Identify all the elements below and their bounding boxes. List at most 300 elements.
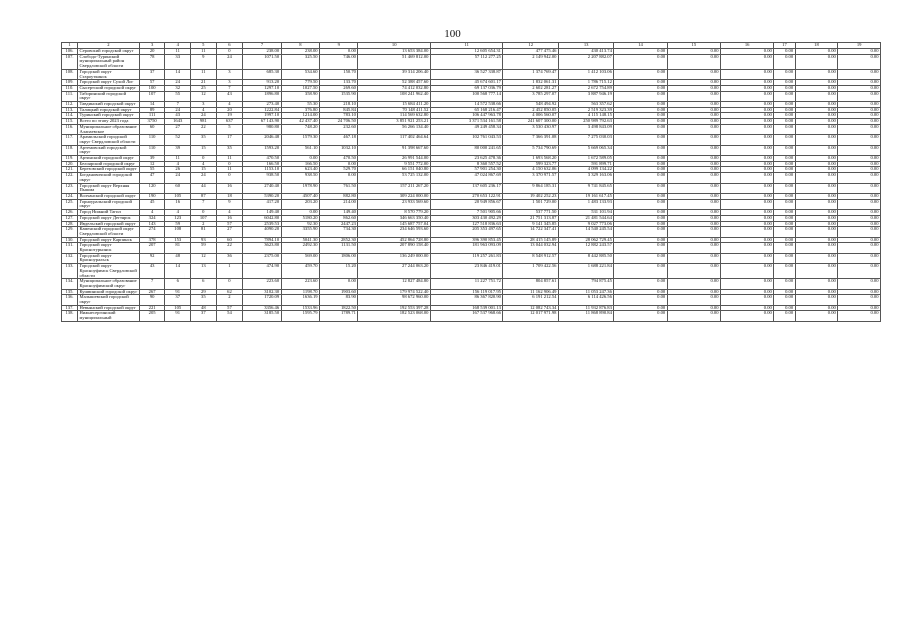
table-row <box>62 124 881 134</box>
table-cell: 0.00 <box>721 91 774 101</box>
row-number: 113. <box>62 107 78 113</box>
row-number: 120. <box>62 161 78 167</box>
table-cell: 2 207 882.07 <box>558 54 613 69</box>
column-number: 13 <box>558 43 613 49</box>
table-cell: 59 <box>165 221 191 227</box>
municipality-name: Туринский городской округ <box>77 113 139 119</box>
table-cell: 42 437.40 <box>281 119 319 125</box>
table-cell: 14 572 538.66 <box>430 102 503 108</box>
table-cell: 37 <box>191 311 217 321</box>
municipality-name: Богдановичский городской округ <box>77 173 139 183</box>
table-cell: 0.00 <box>721 289 774 295</box>
table-cell: 0.00 <box>667 91 720 101</box>
table-cell: 309 224 000.00 <box>358 193 431 199</box>
table-cell: 12 <box>139 161 165 167</box>
table-cell: 1595.79 <box>281 311 319 321</box>
table-row <box>62 311 881 321</box>
table-cell: 0.00 <box>614 49 667 55</box>
municipality-name: Арамильский городской округ Свердловской области <box>77 135 139 145</box>
table-cell: 4 099 134.22 <box>558 167 613 173</box>
table-cell: 8 442 885.50 <box>558 253 613 263</box>
table-cell: 21 751 313.87 <box>503 215 558 221</box>
table-cell: 734.30 <box>320 227 358 237</box>
table-cell: 882.80 <box>320 193 358 199</box>
table-cell: 48 <box>191 305 217 311</box>
table-cell: 0.00 <box>774 107 795 113</box>
table-row <box>62 173 881 183</box>
table-cell: 223.60 <box>243 279 281 289</box>
table-cell: 13 653 384.00 <box>358 49 431 55</box>
row-number: 109. <box>62 80 78 86</box>
table-cell: 0.00 <box>774 102 795 108</box>
table-cell: 23 625 478.36 <box>430 156 503 162</box>
table-cell: 0.00 <box>774 85 795 91</box>
table-cell: 43 <box>139 264 165 279</box>
table-cell: 0.00 <box>721 124 774 134</box>
table-cell: 0.00 <box>795 135 838 145</box>
table-cell: 16 <box>165 199 191 209</box>
table-cell: 0.00 <box>795 183 838 193</box>
table-cell: 0.00 <box>667 295 720 305</box>
table-cell: 0.00 <box>721 221 774 227</box>
table-cell: 15 684 411.20 <box>358 102 431 108</box>
table-cell: 11 932 876.83 <box>558 305 613 311</box>
table-cell: 157 211 267.20 <box>358 183 431 193</box>
column-number: 8 <box>281 43 319 49</box>
table-cell: 207 <box>139 243 165 253</box>
table-cell: 1 374 769.47 <box>503 69 558 79</box>
table-cell: 637 <box>216 119 243 125</box>
table-cell: 0.00 <box>281 210 319 216</box>
column-number: 10 <box>358 43 431 49</box>
table-cell: 0.00 <box>774 113 795 119</box>
table-cell: 0.00 <box>795 91 838 101</box>
table-cell: 47 024 867.69 <box>430 173 503 183</box>
table-cell: 234 646 593.60 <box>358 227 431 237</box>
table-cell: 0.00 <box>614 311 667 321</box>
table-cell: 1636.19 <box>281 295 319 305</box>
table-cell: 1 693 568.20 <box>503 156 558 162</box>
table-cell: 0.00 <box>721 107 774 113</box>
table-cell: 3 785 297.07 <box>503 91 558 101</box>
table-cell: 3 329 163.06 <box>558 173 613 183</box>
table-cell: 207 890 158.40 <box>358 243 431 253</box>
municipality-name: Каменский городской округ Свердловской области <box>77 227 139 237</box>
table-cell: 1997.10 <box>243 113 281 119</box>
row-number: 137. <box>62 305 78 311</box>
table-cell: 0.00 <box>614 295 667 305</box>
table-cell: 3 <box>216 80 243 86</box>
table-cell: 28 415 145.89 <box>503 237 558 243</box>
table-cell: 9 864 185.31 <box>503 183 558 193</box>
table-cell: 1222.84 <box>243 107 281 113</box>
table-cell: 7 366 391.08 <box>503 135 558 145</box>
table-cell: 0.00 <box>838 193 881 199</box>
table-cell: 21 481 544.64 <box>558 215 613 221</box>
table-cell: 238.00 <box>281 49 319 55</box>
table-cell: 3185.50 <box>243 311 281 321</box>
table-cell: 0.00 <box>774 289 795 295</box>
table-cell: 1027.50 <box>281 85 319 91</box>
table-cell: 24 <box>165 173 191 183</box>
table-cell: 8 570 779.20 <box>358 210 431 216</box>
table-cell: 1032.10 <box>320 145 358 155</box>
table-body <box>62 43 881 322</box>
table-cell: 0.00 <box>667 85 720 91</box>
table-cell: 1789.71 <box>320 311 358 321</box>
table-cell: 9 027 773.06 <box>558 221 613 227</box>
table-cell: 0.00 <box>838 124 881 134</box>
column-number: 3 <box>139 43 165 49</box>
table-cell: 0.00 <box>795 237 838 243</box>
table-cell: 108 241 962.40 <box>358 91 431 101</box>
table-cell: 11 <box>191 69 217 79</box>
table-cell: 0.00 <box>774 49 795 55</box>
table-cell: 3 <box>191 102 217 108</box>
row-number: 132. <box>62 253 78 263</box>
table-cell: 0.00 <box>614 210 667 216</box>
table-cell: 5 <box>216 124 243 134</box>
row-number: 130. <box>62 237 78 243</box>
table-cell: 2 452 850.05 <box>503 107 558 113</box>
table-cell: 0.00 <box>774 305 795 311</box>
table-cell: 0.00 <box>721 54 774 69</box>
table-cell: 591 899.71 <box>558 161 613 167</box>
table-cell: 145 687 757.04 <box>358 221 431 227</box>
table-cell: 862.60 <box>320 215 358 221</box>
table-cell: 0 <box>216 279 243 289</box>
table-cell: 150.70 <box>320 69 358 79</box>
table-cell: 24 <box>191 113 217 119</box>
table-cell: 86 367 820.90 <box>430 295 503 305</box>
table-cell: 1 672 589.05 <box>558 156 613 162</box>
table-cell: 0.00 <box>721 161 774 167</box>
table-cell: 47 <box>139 173 165 183</box>
column-number: 2 <box>77 43 139 49</box>
table-cell: 0.00 <box>614 54 667 69</box>
table-cell: 192 553 397.28 <box>358 305 431 311</box>
municipality-name: Нижнесергинский муниципальный <box>77 311 139 321</box>
table-cell: 417.20 <box>243 199 281 209</box>
table-cell: 149.40 <box>320 210 358 216</box>
table-cell: 0.00 <box>614 107 667 113</box>
table-cell: 1896.80 <box>243 91 281 101</box>
municipality-name: Городской округ Дегтярск <box>77 215 139 221</box>
table-cell: 1153.10 <box>243 167 281 173</box>
table-cell: 28 062 729.45 <box>558 237 613 243</box>
table-cell: 4 006 560.07 <box>503 113 558 119</box>
table-cell: 127 518 836.63 <box>430 221 503 227</box>
table-cell: 0.00 <box>838 91 881 101</box>
table-row <box>62 69 881 79</box>
table-cell: 3 371 534 161.58 <box>430 119 503 125</box>
table-cell: 0.00 <box>721 173 774 183</box>
table-cell: 241 607 300.00 <box>503 119 558 125</box>
table-cell: 136 249 000.00 <box>358 253 431 263</box>
row-number: 138. <box>62 311 78 321</box>
table-cell: 0.00 <box>795 227 838 237</box>
page-number: 100 <box>444 28 461 40</box>
table-cell: 0.00 <box>614 237 667 243</box>
table-cell: 44 <box>191 183 217 193</box>
table-cell: 748.20 <box>281 124 319 134</box>
column-number: 17 <box>774 43 795 49</box>
row-number: 124. <box>62 193 78 199</box>
table-cell: 153 <box>165 237 191 243</box>
municipality-name: Городской округ Сухой Лог <box>77 80 139 86</box>
table-cell: 14 <box>165 264 191 279</box>
data-table <box>61 42 881 322</box>
table-cell: 45 674 601.17 <box>430 80 503 86</box>
table-cell: 35 <box>191 135 217 145</box>
table-row <box>62 295 881 305</box>
table-cell: 0.00 <box>774 119 795 125</box>
table-cell: 6 <box>191 279 217 289</box>
column-number: 18 <box>795 43 838 49</box>
table-row <box>62 54 881 69</box>
table-cell: 3 498 843.09 <box>558 124 613 134</box>
table-cell: 57 <box>216 305 243 311</box>
table-cell: 24 <box>191 173 217 183</box>
row-number: 114. <box>62 113 78 119</box>
table-cell: 0.00 <box>795 69 838 79</box>
table-cell: 0.00 <box>838 227 881 237</box>
table-cell: 0.00 <box>795 215 838 221</box>
table-cell: 0.00 <box>667 167 720 173</box>
table-cell: 167 537 968.66 <box>430 311 503 321</box>
table-cell: 60 <box>165 183 191 193</box>
table-cell: 396 390 853.45 <box>430 237 503 243</box>
table-cell: 9 741 845.65 <box>558 183 613 193</box>
table-cell: 53 725 132.00 <box>358 173 431 183</box>
table-cell: 0.00 <box>721 305 774 311</box>
table-cell: 563 357.62 <box>558 102 613 108</box>
table-cell: 0.00 <box>774 221 795 227</box>
row-number: 125. <box>62 199 78 209</box>
table-cell: 561.10 <box>281 145 319 155</box>
table-cell: 0.00 <box>774 227 795 237</box>
table-cell: 0.00 <box>774 215 795 221</box>
table-cell: 3 370 971.57 <box>503 173 558 183</box>
table-cell: 92 <box>139 253 165 263</box>
table-cell: 0.00 <box>838 119 881 125</box>
table-cell: 569.00 <box>281 253 319 263</box>
column-number: 6 <box>216 43 243 49</box>
table-cell: 269.60 <box>320 85 358 91</box>
table-cell: 26 <box>165 167 191 173</box>
table-cell: 2375.00 <box>243 253 281 263</box>
municipality-name: Белоярский городской округ <box>77 161 139 167</box>
table-cell: 3102.30 <box>243 289 281 295</box>
table-cell: 0.00 <box>838 145 881 155</box>
table-cell: 4 115 148.15 <box>558 113 613 119</box>
table-cell: 0.00 <box>838 167 881 173</box>
table-cell: 2046.48 <box>243 135 281 145</box>
data-table-container <box>61 42 881 322</box>
table-cell: 783.10 <box>320 113 358 119</box>
table-row <box>62 264 881 279</box>
table-cell: 0.00 <box>721 193 774 199</box>
row-number: 122. <box>62 173 78 183</box>
table-cell: 0.00 <box>667 124 720 134</box>
table-cell: 0.00 <box>667 161 720 167</box>
table-cell: 16 <box>216 183 243 193</box>
table-cell: 0.00 <box>774 145 795 155</box>
table-cell: 5390.20 <box>243 193 281 199</box>
row-number: 121. <box>62 167 78 173</box>
municipality-name: Талицкий городской округ <box>77 107 139 113</box>
table-cell: 93 <box>191 237 217 243</box>
row-number: 116. <box>62 124 78 134</box>
table-cell: 24 <box>165 107 191 113</box>
table-cell: 0.00 <box>721 199 774 209</box>
table-cell: 534.60 <box>281 69 319 79</box>
table-cell: 14 540 245.54 <box>558 227 613 237</box>
table-cell: 9 <box>216 199 243 209</box>
row-number: 129. <box>62 227 78 237</box>
row-number: 127. <box>62 215 78 221</box>
table-cell: 181 963 093.09 <box>430 243 503 253</box>
table-cell: 0.00 <box>614 145 667 155</box>
table-cell: 0.00 <box>614 69 667 79</box>
table-cell: 24 <box>216 54 243 69</box>
table-cell: 51 469 812.00 <box>358 54 431 69</box>
table-cell: 0.00 <box>795 145 838 155</box>
table-cell: 0.00 <box>838 243 881 253</box>
table-cell: 0.00 <box>795 119 838 125</box>
table-row <box>62 199 881 209</box>
table-cell: 203.20 <box>281 199 319 209</box>
table-cell: 0.00 <box>721 113 774 119</box>
table-cell: 2 <box>216 295 243 305</box>
table-cell: 0.00 <box>838 279 881 289</box>
table-cell: 0.00 <box>838 173 881 183</box>
municipality-name: Городской округ Староуткинск <box>77 69 139 79</box>
table-cell: 0.00 <box>795 199 838 209</box>
table-cell: 57 <box>139 80 165 86</box>
table-cell: 0.00 <box>721 311 774 321</box>
table-cell: 0.00 <box>320 161 358 167</box>
row-number: 128. <box>62 221 78 227</box>
table-cell: 459.70 <box>281 264 319 279</box>
table-cell: 37 <box>139 69 165 79</box>
table-cell: 24 <box>165 80 191 86</box>
table-cell: 599 323.77 <box>503 161 558 167</box>
table-cell: 1593.20 <box>243 145 281 155</box>
table-cell: 0.00 <box>838 69 881 79</box>
table-cell: 4 <box>191 107 217 113</box>
table-cell: 0.00 <box>795 305 838 311</box>
table-cell: 0.00 <box>667 135 720 145</box>
table-cell: 29 <box>191 289 217 295</box>
table-cell: 2740.40 <box>243 183 281 193</box>
table-cell: 120 <box>139 183 165 193</box>
table-cell: 15 <box>191 145 217 155</box>
table-cell: 0.00 <box>721 102 774 108</box>
table-cell: 779.50 <box>281 80 319 86</box>
table-row <box>62 91 881 101</box>
table-cell: 0.00 <box>838 113 881 119</box>
table-cell: 938.50 <box>243 173 281 183</box>
table-cell: 0.00 <box>795 295 838 305</box>
table-cell: 106 447 963.78 <box>430 113 503 119</box>
table-cell: 7894.10 <box>243 237 281 243</box>
table-cell: 60 <box>139 124 165 134</box>
table-cell: 18 <box>216 193 243 199</box>
table-cell: 0.00 <box>320 279 358 289</box>
table-cell: 0.00 <box>774 279 795 289</box>
municipality-name: Городской округ Красноуфимск Свердловской области <box>77 264 139 279</box>
table-cell: 0.00 <box>667 253 720 263</box>
table-cell: 0.00 <box>795 49 838 55</box>
table-cell: 117 402 464.64 <box>358 135 431 145</box>
table-cell: 0.00 <box>838 210 881 216</box>
table-cell: 205 353 497.65 <box>430 227 503 237</box>
table-cell: 0.00 <box>667 279 720 289</box>
table-cell: 119 257 261.83 <box>430 253 503 263</box>
row-number: 115. <box>62 119 78 125</box>
table-cell: 0.00 <box>614 124 667 134</box>
table-cell: 0.00 <box>774 69 795 79</box>
table-cell: 0.00 <box>838 135 881 145</box>
table-cell: 110 <box>139 135 165 145</box>
table-cell: 0.00 <box>667 80 720 86</box>
table-cell: 273.40 <box>243 102 281 108</box>
table-cell: 0.00 <box>667 227 720 237</box>
table-cell: 5180.20 <box>281 215 319 221</box>
municipality-name: Сысертский городской округ <box>77 85 139 91</box>
table-cell: 22 <box>191 124 217 134</box>
table-cell: 9 141 345.85 <box>503 221 558 227</box>
table-cell: 0.00 <box>320 173 358 183</box>
table-cell: 0.00 <box>614 161 667 167</box>
table-cell: 238.00 <box>243 49 281 55</box>
table-cell: 0.00 <box>614 156 667 162</box>
table-cell: 156 119 017.95 <box>430 289 503 295</box>
table-cell: 0.00 <box>774 135 795 145</box>
table-cell: 3750 <box>139 119 165 125</box>
column-number: 9 <box>320 43 358 49</box>
table-cell: 0.00 <box>795 210 838 216</box>
table-cell: 23 846 419.01 <box>430 264 503 279</box>
table-cell: 36 527 338.87 <box>430 69 503 79</box>
table-cell: 0.00 <box>614 289 667 295</box>
table-cell: 66 151 040.80 <box>358 167 431 173</box>
table-cell: 32 <box>165 85 191 91</box>
table-cell: 21 <box>191 80 217 86</box>
table-cell: 27 <box>216 227 243 237</box>
table-cell: 1822.50 <box>320 305 358 311</box>
table-cell: 0.00 <box>721 264 774 279</box>
table-cell: 12 082 743.34 <box>503 305 558 311</box>
table-cell: 4 <box>216 210 243 216</box>
table-cell: 0.00 <box>774 237 795 243</box>
table-cell: 20 949 856.67 <box>430 199 503 209</box>
table-cell: 2 149 942.00 <box>503 54 558 69</box>
table-cell: 35 <box>191 295 217 305</box>
table-cell: 0.00 <box>614 167 667 173</box>
table-cell: 0.00 <box>667 264 720 279</box>
table-cell: 0.00 <box>838 237 881 243</box>
table-cell: 1903.60 <box>320 289 358 295</box>
table-cell: 685.30 <box>243 69 281 79</box>
table-cell: 69 137 036.79 <box>430 85 503 91</box>
table-cell: 467.18 <box>320 135 358 145</box>
table-cell: 0.00 <box>795 221 838 227</box>
table-cell: 0.00 <box>838 221 881 227</box>
table-cell: 102 761 043.53 <box>430 135 503 145</box>
table-cell: 1533.96 <box>281 305 319 311</box>
